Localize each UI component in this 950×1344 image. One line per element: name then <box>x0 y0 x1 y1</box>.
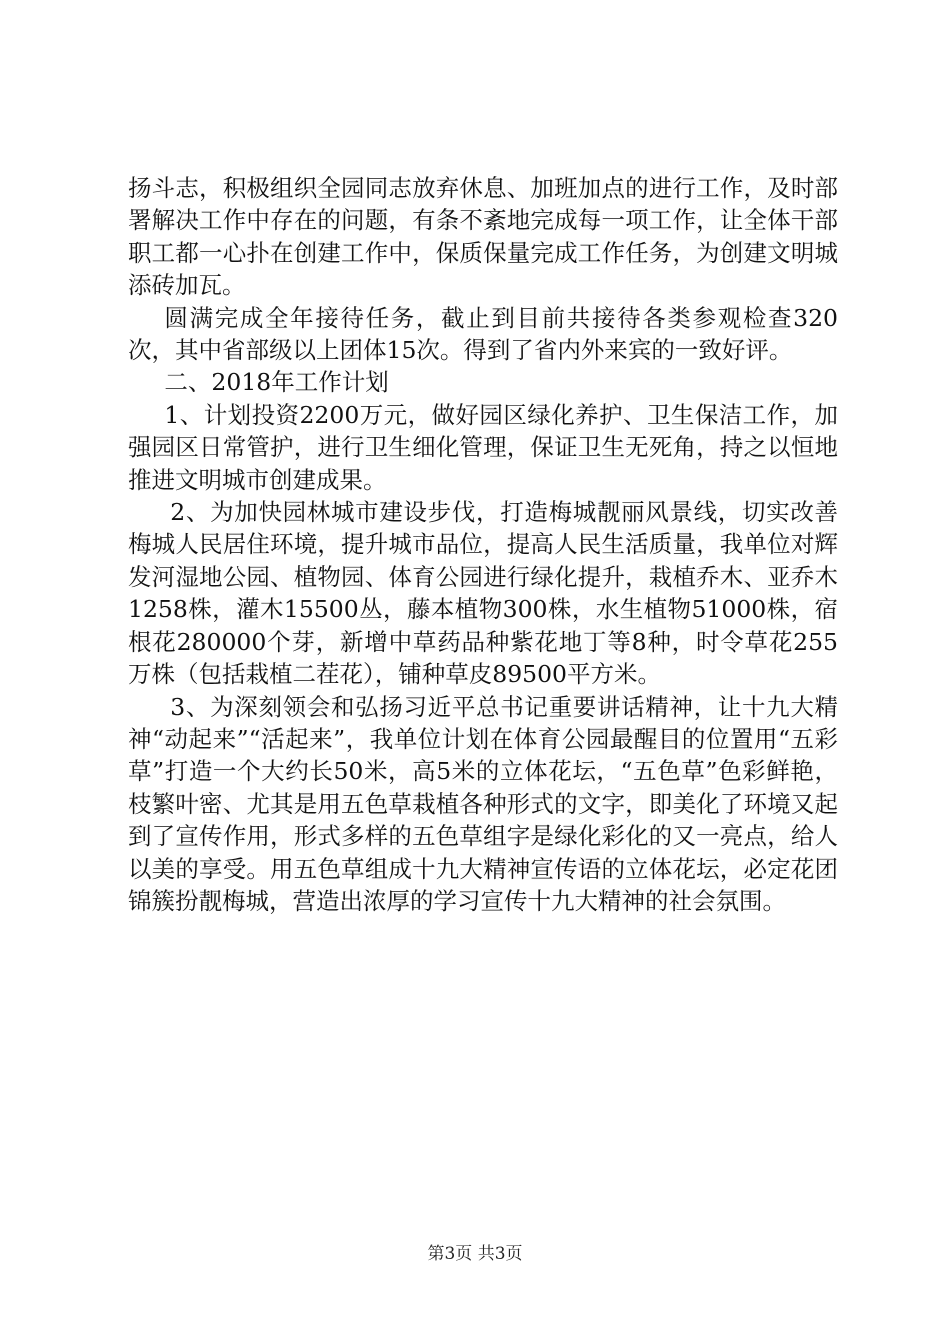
paragraph-plan-item-3: 3、为深刻领会和弘扬习近平总书记重要讲话精神，让十九大精神“动起来”“活起来”，我单位计划在体育公园最醒目的位置用“五彩草”打造一个大约长50米，高5米的立体花坛，“五色草”色彩鲜艳，枝繁叶密、尤其是用五色草栽植各种形式的文字，即美化了环境又起到了宣传作用，形式多样的五色草组字是绿化彩化的又一亮点，给人以美的享受。用五色草组成十九大精神宣传语的立体花坛，必定花团锦簇扮靓梅城，营造出浓厚的学习宣传十九大精神的社会氛围。 <box>128 692 838 915</box>
document-body <box>128 172 838 917</box>
paragraph-plan-item-1: 1、计划投资2200万元，做好园区绿化养护、卫生保洁工作，加强园区日常管护，进行卫生细化管理，保证卫生无死角，持之以恒地推进文明城市创建成果。 <box>128 400 838 494</box>
paragraph-plan-item-2: 2、为加快园林城市建设步伐，打造梅城靓丽风景线，切实改善梅城人民居住环境，提升城市品位，提高人民生活质量，我单位对辉发河湿地公园、植物园、体育公园进行绿化提升，栽植乔木、亚乔木1258株，灌木15500丛，藤本植物300株，水生植物51000株，宿根花280000个芽，新增中草药品种紫花地丁等8种，时令草花255万株（包括栽植二茬花），铺种草皮89500平方米。 <box>128 498 838 689</box>
paragraph-continuation: 扬斗志，积极组织全园同志放弃休息、加班加点的进行工作，及时部署解决工作中存在的问题，有条不紊地完成每一项工作，让全体干部职工都一心扑在创建工作中，保质保量完成工作任务，为创建文明城添砖加瓦。 <box>128 174 838 300</box>
paragraph-reception-tasks: 圆满完成全年接待任务，截止到目前共接待各类参观检查320次，其中省部级以上团体15次。得到了省内外来宾的一致好评。 <box>128 303 838 365</box>
page-number-label: 第3页 共3页 <box>427 1244 523 1264</box>
section-heading-work-plan: 二、2018年工作计划 <box>164 368 389 397</box>
page-footer <box>0 1243 950 1265</box>
